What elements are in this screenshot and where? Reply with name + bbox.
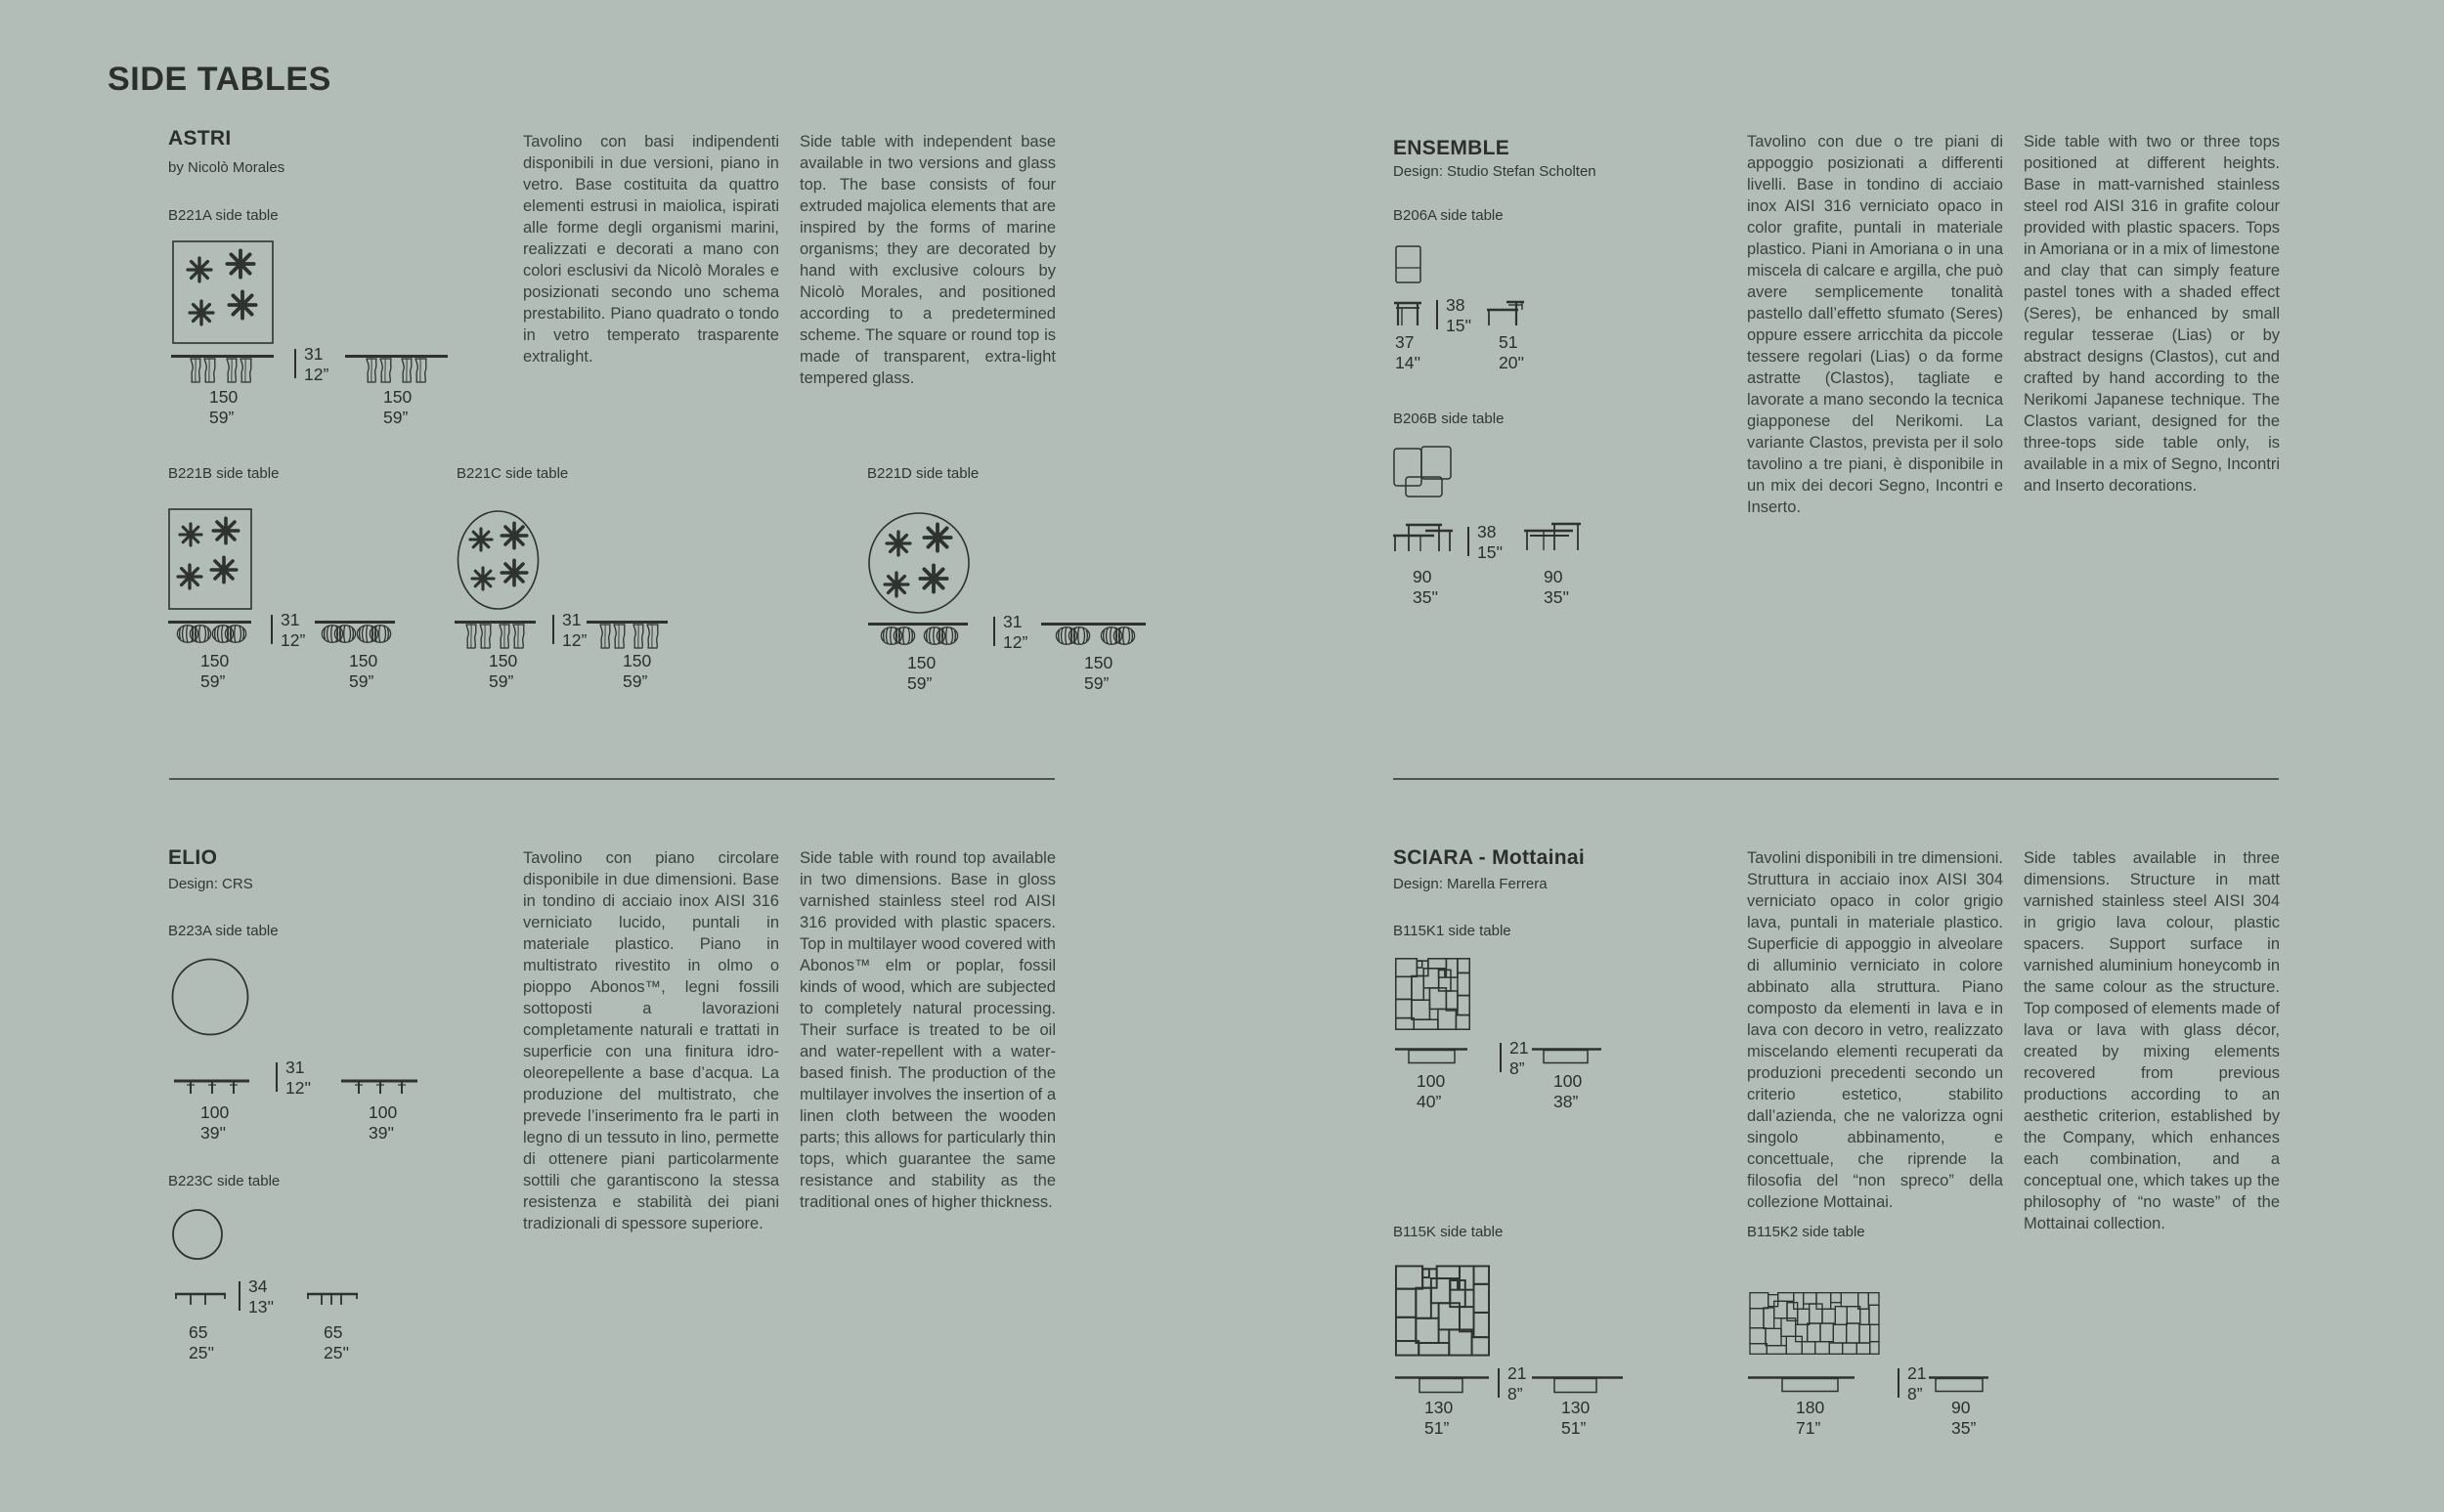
dimension-cm: 65 [189,1322,208,1342]
elio-b223a-label: B223A side table [168,923,279,939]
dimension-in: 40” [1417,1092,1442,1111]
dimension-in: 8” [1507,1384,1523,1404]
dimension-cm: 38 [1446,295,1465,315]
section-divider-left [169,778,1055,780]
page-title: SIDE TABLES [108,61,331,98]
sciara-b115k2-label: B115K2 side table [1747,1224,1865,1240]
elio-b223c-width-dimension-2 [324,1322,349,1363]
dimension-cm: 65 [324,1322,343,1342]
astri-b221a-front-view-diagram [171,354,274,385]
dimension-in: 39'' [200,1123,227,1143]
ensemble-product-name: ENSEMBLE [1393,137,1510,159]
dimension-cm: 150 [1084,653,1113,672]
astri-b221a-height-dimension [294,344,328,385]
astri-b221d-width-dimension-1 [907,653,936,694]
sciara-b115k1-height-dimension [1500,1038,1528,1079]
height-tick [294,349,296,378]
ensemble-b206b-width-dimension-1 [1413,567,1438,608]
elio-b223a-width-dimension-2 [369,1102,397,1144]
sciara-b115k-label: B115K side table [1393,1224,1504,1240]
dimension-cm: 51 [1499,332,1518,352]
dimension-in: 59” [1084,673,1110,693]
dimension-cm: 21 [1509,1038,1529,1058]
height-tick [1467,527,1469,556]
ensemble-b206a-height-dimension [1436,295,1471,336]
astri-b221d-height-dimension [993,612,1027,653]
height-tick [1898,1368,1899,1398]
dimension-in: 51” [1561,1418,1587,1438]
dimension-in: 59” [623,671,648,691]
dimension-cm: 130 [1424,1398,1454,1417]
elio-product-name: ELIO [168,846,218,869]
sciara-b115k2-side-view-diagram [1929,1376,1988,1398]
dimension-cm: 31 [285,1058,305,1077]
elio-b223a-height-dimension [276,1058,311,1099]
astri-b221c-width-dimension-1 [489,651,517,692]
dimension-in: 51” [1424,1418,1450,1438]
dimension-cm: 38 [1477,522,1497,541]
ensemble-b206a-width-dimension-2 [1499,332,1524,373]
astri-designer: by Nicolò Morales [168,159,285,176]
sciara-b115k-top-view-diagram [1395,1265,1490,1357]
dimension-cm: 31 [562,610,582,629]
ensemble-description-italian: Tavolino con due o tre piani di appoggio posizionati a differenti livelli. Base in tondino di acciaio inox AISI 316 verniciato opaco in color grafite, puntali in materiale plastico. Piani in Amoriana o in una miscela di calcare e argilla, che può avere semplicemente tonalità pastello dall’effetto sfumato (Seres) oppure essere arricchita da piccole tessere regolari (Lias) o da forme astratte (Clastos), tagliate e lavorate a mano secondo la tecnica giapponese del Nerikomi. La variante Clastos, prevista per il solo tavolino a tre piani, è disponibile in un mix dei decori Segno, Incontri e Inserto. [1747,133,2003,516]
dimension-cm: 130 [1561,1398,1591,1417]
dimension-cm: 34 [248,1276,268,1296]
astri-b221c-side-view-diagram [587,620,668,649]
elio-b223c-side-view-diagram [307,1292,358,1306]
dimension-in: 35'' [1544,587,1570,607]
elio-b223a-side-view-diagram [341,1079,417,1096]
sciara-b115k2-width-dimension-1 [1796,1398,1824,1439]
ensemble-b206b-label: B206B side table [1393,410,1505,427]
dimension-cm: 150 [623,651,652,670]
dimension-in: 12” [281,630,306,650]
ensemble-b206b-front-view-diagram [1393,523,1453,553]
dimension-in: 14'' [1395,353,1421,372]
astri-description-italian: Tavolino con basi indipendenti disponibili in due versioni, piano in vetro. Base costituita da quattro elementi estrusi in maiolica, ispirati alle forme degli organismi marini, realizzati e decorati a mano con colori esclusivi da Nicolò Morales e posizionati secondo uno schema prestabilito. Piano quadrato o tondo in vetro temperato trasparente extralight. [523,133,779,366]
ensemble-b206b-side-view-diagram [1524,522,1585,552]
dimension-in: 12'' [285,1078,312,1098]
sciara-b115k2-width-dimension-2 [1951,1398,1976,1439]
dimension-in: 8” [1509,1058,1525,1078]
astri-b221d-top-view-diagram [867,512,971,614]
dimension-cm: 150 [907,653,937,672]
dimension-cm: 180 [1796,1398,1825,1417]
sciara-b115k1-width-dimension-2 [1553,1071,1582,1112]
dimension-cm: 150 [200,651,230,670]
height-tick [552,615,554,644]
dimension-in: 8” [1907,1384,1923,1404]
astri-b221c-top-view-diagram [457,509,540,611]
ensemble-b206a-side-view-diagram [1487,300,1524,326]
sciara-b115k1-front-view-diagram [1395,1048,1467,1067]
ensemble-designer: Design: Studio Stefan Scholten [1393,163,1596,180]
astri-b221c-front-view-diagram [455,620,536,649]
sciara-b115k-side-view-diagram [1532,1376,1623,1398]
sciara-b115k-height-dimension [1498,1363,1526,1404]
astri-b221a-top-view-diagram [172,240,274,344]
astri-b221a-label: B221A side table [168,207,279,224]
sciara-designer: Design: Marella Ferrera [1393,876,1548,892]
dimension-cm: 100 [1553,1071,1583,1091]
dimension-cm: 100 [200,1102,230,1122]
astri-b221d-label: B221D side table [867,465,980,482]
dimension-in: 59” [383,408,409,427]
ensemble-b206a-front-view-diagram [1394,301,1421,326]
sciara-b115k1-width-dimension-1 [1417,1071,1445,1112]
dimension-cm: 90 [1951,1398,1971,1417]
astri-b221b-width-dimension-2 [349,651,377,692]
dimension-cm: 100 [369,1102,398,1122]
height-tick [993,617,995,646]
dimension-in: 59” [489,671,514,691]
sciara-b115k2-top-view-diagram [1749,1292,1880,1355]
astri-b221d-width-dimension-2 [1084,653,1113,694]
dimension-in: 12” [304,365,329,384]
elio-b223c-width-dimension-1 [189,1322,214,1363]
dimension-in: 38” [1553,1092,1579,1111]
dimension-cm: 37 [1395,332,1415,352]
elio-b223c-height-dimension [239,1276,274,1318]
dimension-cm: 21 [1507,1363,1527,1383]
dimension-in: 39'' [369,1123,395,1143]
sciara-description-english: Side tables available in three dimensions. Structure in matt varnished stainless steel AISI 304 in grigio lava colour, plastic spacers. Support surface in varnished aluminium honeycomb in the same colour as the structure. Top composed of elements made of lava or lava with glass décor, created by mixing elements recovered from previous productions according to an aesthetic criterion, established by the Company, which enhances each combination, and a conceptual one, which takes up the philosophy of “no waste” of the Mottainai collection. [2024,849,2280,1232]
elio-b223a-width-dimension-1 [200,1102,229,1144]
dimension-in: 12” [562,630,588,650]
dimension-in: 12” [1003,632,1028,652]
dimension-in: 25'' [324,1343,350,1362]
elio-designer: Design: CRS [168,876,253,892]
sciara-b115k-width-dimension-2 [1561,1398,1590,1439]
astri-description-english: Side table with independent base available in two versions and glass top. The base consists of four extruded majolica elements that are inspired by the forms of marine organisms; they are decorated by hand with exclusive colours by Nicolò Morales, and positioned according to a predetermined scheme. The square or round top is made of transparent, extra-light tempered glass. [800,133,1056,387]
astri-b221a-side-view-diagram [345,354,448,385]
astri-b221b-side-view-diagram [315,620,395,649]
astri-b221b-width-dimension-1 [200,651,229,692]
dimension-cm: 31 [1003,612,1023,631]
astri-b221c-width-dimension-2 [623,651,651,692]
height-tick [239,1281,240,1311]
ensemble-b206a-label: B206A side table [1393,207,1504,224]
elio-b223a-top-view-diagram [171,958,249,1036]
height-tick [1498,1368,1500,1398]
dimension-cm: 90 [1544,567,1563,586]
sciara-b115k1-side-view-diagram [1532,1048,1601,1067]
ensemble-b206b-width-dimension-2 [1544,567,1569,608]
elio-description-english: Side table with round top available in two dimensions. Base in gloss varnished stainless steel rod AISI 316 provided with plastic spacers. Top in multilayer wood covered with Abonos™ elm or poplar, fossil kinds of wood, which are subjected to completely natural processing. Their surface is treated to be oil and water-repellent with a water-based finish. The production of the multilayer involves the insertion of a linen cloth between the wooden parts; this allows for particularly thin tops, which guarantee the same resistance and stability as the traditional ones of higher thickness. [800,849,1056,1211]
elio-b223c-top-view-diagram [172,1209,223,1260]
astri-b221a-width-dimension-2 [383,387,412,428]
elio-b223c-label: B223C side table [168,1173,281,1189]
ensemble-b206b-height-dimension [1467,522,1503,563]
sciara-b115k-width-dimension-1 [1424,1398,1453,1439]
height-tick [1500,1043,1502,1072]
dimension-in: 15'' [1477,542,1504,562]
dimension-in: 59” [209,408,235,427]
astri-b221d-front-view-diagram [868,622,968,651]
sciara-b115k1-label: B115K1 side table [1393,923,1511,939]
height-tick [1436,300,1438,329]
dimension-cm: 31 [304,344,324,364]
sciara-b115k2-front-view-diagram [1748,1376,1855,1398]
astri-b221b-top-view-diagram [168,508,252,610]
astri-b221b-front-view-diagram [168,620,251,649]
astri-b221b-height-dimension [271,610,305,651]
astri-product-name: ASTRI [168,127,232,150]
ensemble-b206a-top-view-diagram [1395,245,1421,283]
dimension-cm: 90 [1413,567,1432,586]
dimension-in: 15'' [1446,316,1472,335]
dimension-in: 59” [200,671,226,691]
height-tick [276,1062,278,1092]
height-tick [271,615,273,644]
sciara-b115k1-top-view-diagram [1395,958,1470,1030]
dimension-cm: 31 [281,610,300,629]
elio-description-italian: Tavolino con piano circolare disponibile in due dimensioni. Base in tondino di acciaio inox AISI 316 verniciato lucido, puntali in materiale plastico. Piano in multistrato rivestito in olmo o pioppo Abonos™, legni fossili sottoposti a lavorazioni completamente naturali e trattati in superficie con una finitura idro-oleorepellente a base d’acqua. La produzione del multistrato, che prevede l’inserimento fra le parti in legno di un tessuto in lino, permette di ottenere piani particolarmente sottili che garantiscono la stessa resistenza e stabilità dei piani tradizionali di spessore superiore. [523,849,779,1232]
astri-b221b-label: B221B side table [168,465,280,482]
astri-b221c-label: B221C side table [457,465,569,482]
dimension-cm: 150 [209,387,239,407]
sciara-product-name: SCIARA - Mottainai [1393,846,1585,869]
dimension-in: 13'' [248,1297,275,1317]
elio-b223c-front-view-diagram [175,1292,226,1306]
astri-b221a-width-dimension-1 [209,387,238,428]
dimension-cm: 150 [489,651,518,670]
astri-b221c-height-dimension [552,610,587,651]
sciara-b115k-front-view-diagram [1395,1376,1489,1398]
dimension-in: 35'' [1413,587,1439,607]
ensemble-description-english: Side table with two or three tops positioned at different heights. Base in matt-varnished stainless steel rod AISI 316 in grafite colour provided with plastic spacers. Tops in Amoriana or in a mix of limestone and clay that can simply feature pastel tones with a shaded effect (Seres), be enhanced by small regular tesserae (Lias) or by abstract designs (Clastos), cut and crafted by hand according to the Nerikomi Japanese technique. The Clastos variant, designed for the three-tops side table only, is available in a mix of Segno, Incontri and Inserto decorations. [2024,133,2280,495]
dimension-cm: 150 [383,387,413,407]
dimension-in: 35” [1951,1418,1977,1438]
dimension-in: 59” [349,671,374,691]
sciara-b115k2-height-dimension [1898,1363,1926,1404]
sciara-description-italian: Tavolini disponibili in tre dimensioni. Struttura in acciaio inox AISI 304 verniciato opaco in color grigio lava, puntali in materiale plastico. Superficie di appoggio in alveolare di alluminio verniciato in colore abbinato alla struttura. Piano composto da elementi in lava e in lava con decoro in vetro, realizzato miscelando elementi recuperati da produzioni precedenti secondo un criterio estetico, stabilito dall’azienda, che ne valorizza ogni singolo abbinamento, e concettuale, che riprende la filosofia del “non spreco” della collezione Mottainai. [1747,849,2003,1211]
dimension-in: 59” [907,673,933,693]
ensemble-b206a-width-dimension-1 [1395,332,1420,373]
dimension-in: 20'' [1499,353,1525,372]
dimension-in: 71” [1796,1418,1821,1438]
astri-b221d-side-view-diagram [1041,622,1146,651]
dimension-in: 25'' [189,1343,215,1362]
dimension-cm: 150 [349,651,378,670]
dimension-cm: 100 [1417,1071,1446,1091]
elio-b223a-front-view-diagram [174,1079,249,1096]
dimension-cm: 21 [1907,1363,1927,1383]
section-divider-right [1393,778,2279,780]
ensemble-b206b-top-view-diagram [1393,446,1453,502]
